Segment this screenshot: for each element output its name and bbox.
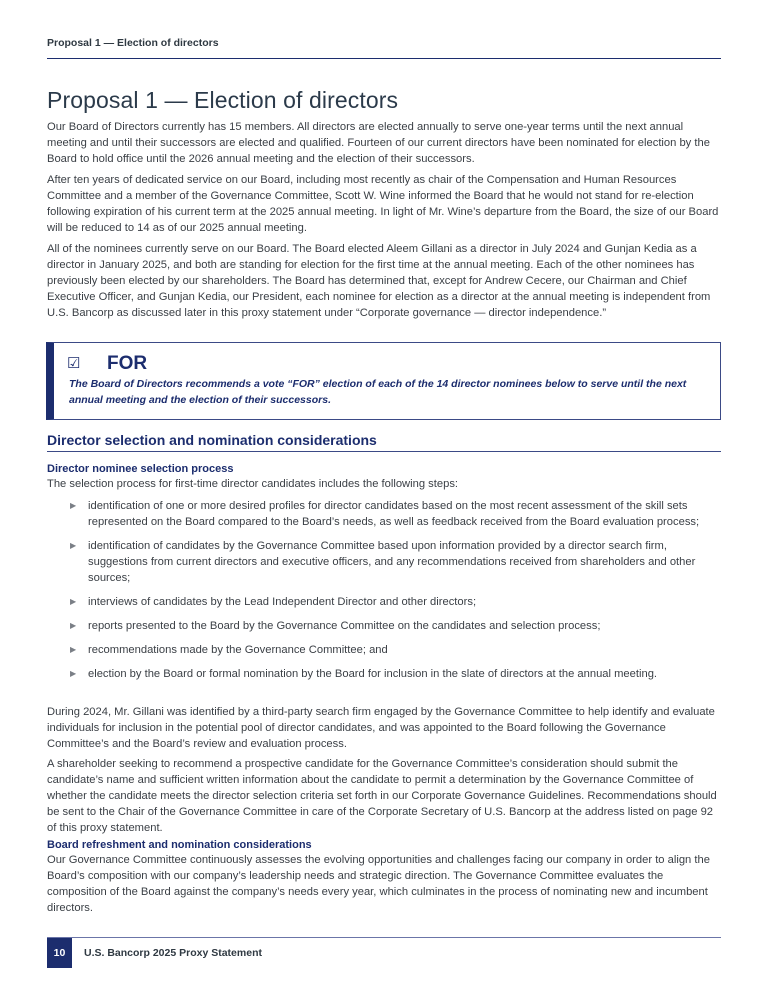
recommendation-label: FOR [107,353,148,374]
document-title: U.S. Bancorp 2025 Proxy Statement [84,947,262,959]
triangle-bullet-icon: ▶ [70,669,77,678]
recommendation-text: The Board of Directors recommends a vote “FOR” election of each of the 14 director nominees below to serve until the next annual meeting and the election of their successors. [69,378,687,406]
list-item-text: reports presented to the Board by the Governance Committee on the candidates and selection process; [88,620,601,632]
subsection-intro: Our Governance Committee continuously assesses the evolving opportunities and challenges facing our company in order to align the Board’s composition with our company’s leadership needs and strategic direction. The Governance Committee evaluates the composition of the Board against the company’s needs every year, which culminates in the process of nominating new and incumbent directors. [47,854,710,914]
page-number: 10 [47,938,72,968]
list-item [70,594,726,610]
list-item [70,642,726,658]
list-item-text: interviews of candidates by the Lead Independent Director and other directors; [88,596,477,608]
list-item-text: identification of candidates by the Governance Committee based upon information provided by a director search firm, suggestions from current directors and executive officers, and any recommendations received from shareholders and other sources; [88,540,696,584]
triangle-bullet-icon: ▶ [70,541,77,550]
page-title: Proposal 1 — Election of directors [47,87,399,113]
recommendation-header [67,354,147,374]
list-item-text: recommendations made by the Governance Committee; and [88,644,388,656]
list-item [70,666,726,682]
selection-steps-list [70,498,726,690]
section-heading: Director selection and nomination considerations [47,432,721,452]
triangle-bullet-icon: ▶ [70,621,77,630]
intro-paragraph: Our Board of Directors currently has 15 members. All directors are elected annually to serve one-year terms until the next annual meeting and until their successors are elected and qualified. Fourteen of our current directors have been nominated for election by the Board to hold office until the 2026 annual meeting and the election of their successors. [47,121,710,165]
list-item-text: identification of one or more desired profiles for director candidates based on the most recent assessment of the skill sets represented on the Board compared to the Board’s needs, as well as feedback received from the Board evaluation process; [88,500,700,528]
subsection-heading: Director nominee selection process [47,463,234,475]
triangle-bullet-icon: ▶ [70,501,77,510]
list-item [70,538,726,586]
intro-paragraph: After ten years of dedicated service on our Board, including most recently as chair of the Compensation and Human Resources Committee and a member of the Governance Committee, Scott W. Wine informed the Board that he would not stand for re-election following expiration of his current term at the 2025 annual meeting. In light of Mr. Wine’s departure from the Board, the size of our Board will be reduced to 14 as of our 2025 annual meeting. [47,174,719,234]
body-paragraph: During 2024, Mr. Gillani was identified by a third-party search firm engaged by the Governance Committee to help identify and evaluate individuals for inclusion in the potential pool of director candidates, and was appointed to the Board following the Governance Committee’s and the Board’s review and evaluation process. [47,706,715,750]
list-item [70,618,726,634]
subsection-heading: Board refreshment and nomination considerations [47,839,312,851]
list-item-text: election by the Board or formal nomination by the Board for inclusion in the slate of directors at the annual meeting. [88,668,658,680]
recommendation-box [46,342,721,420]
list-item [70,498,726,530]
triangle-bullet-icon: ▶ [70,597,77,606]
running-header: Proposal 1 — Election of directors [47,35,721,59]
page-footer [47,937,721,968]
intro-paragraph: All of the nominees currently serve on our Board. The Board elected Aleem Gillani as a director in July 2024 and Gunjan Kedia as a director in January 2025, and both are standing for election for the first time at the annual meeting. Each of the other nominees has previously been elected by our shareholders. The Board has determined that, except for Andrew Cecere, our Chairman and Chief Executive Officer, and Gunjan Kedia, our President, each nominee for election as a director at the annual meeting is independent from U.S. Bancorp as discussed later in this proxy statement under “Corporate governance — director independence.” [47,243,711,319]
triangle-bullet-icon: ▶ [70,645,77,654]
subsection-intro: The selection process for first-time director candidates includes the following steps: [47,478,459,490]
checkbox-checked-icon: ☑ [67,355,81,372]
body-paragraph: A shareholder seeking to recommend a prospective candidate for the Governance Committee’s consideration should submit the candidate’s name and sufficient written information about the candidate to permit a determination by the Governance Committee of whether the candidate meets the director selection criteria set forth in our Corporate Governance Guidelines. Recommendations should be sent to the Chair of the Governance Committee in care of the Corporate Secretary of U.S. Bancorp at the address listed on page 92 of this proxy statement. [47,758,717,834]
